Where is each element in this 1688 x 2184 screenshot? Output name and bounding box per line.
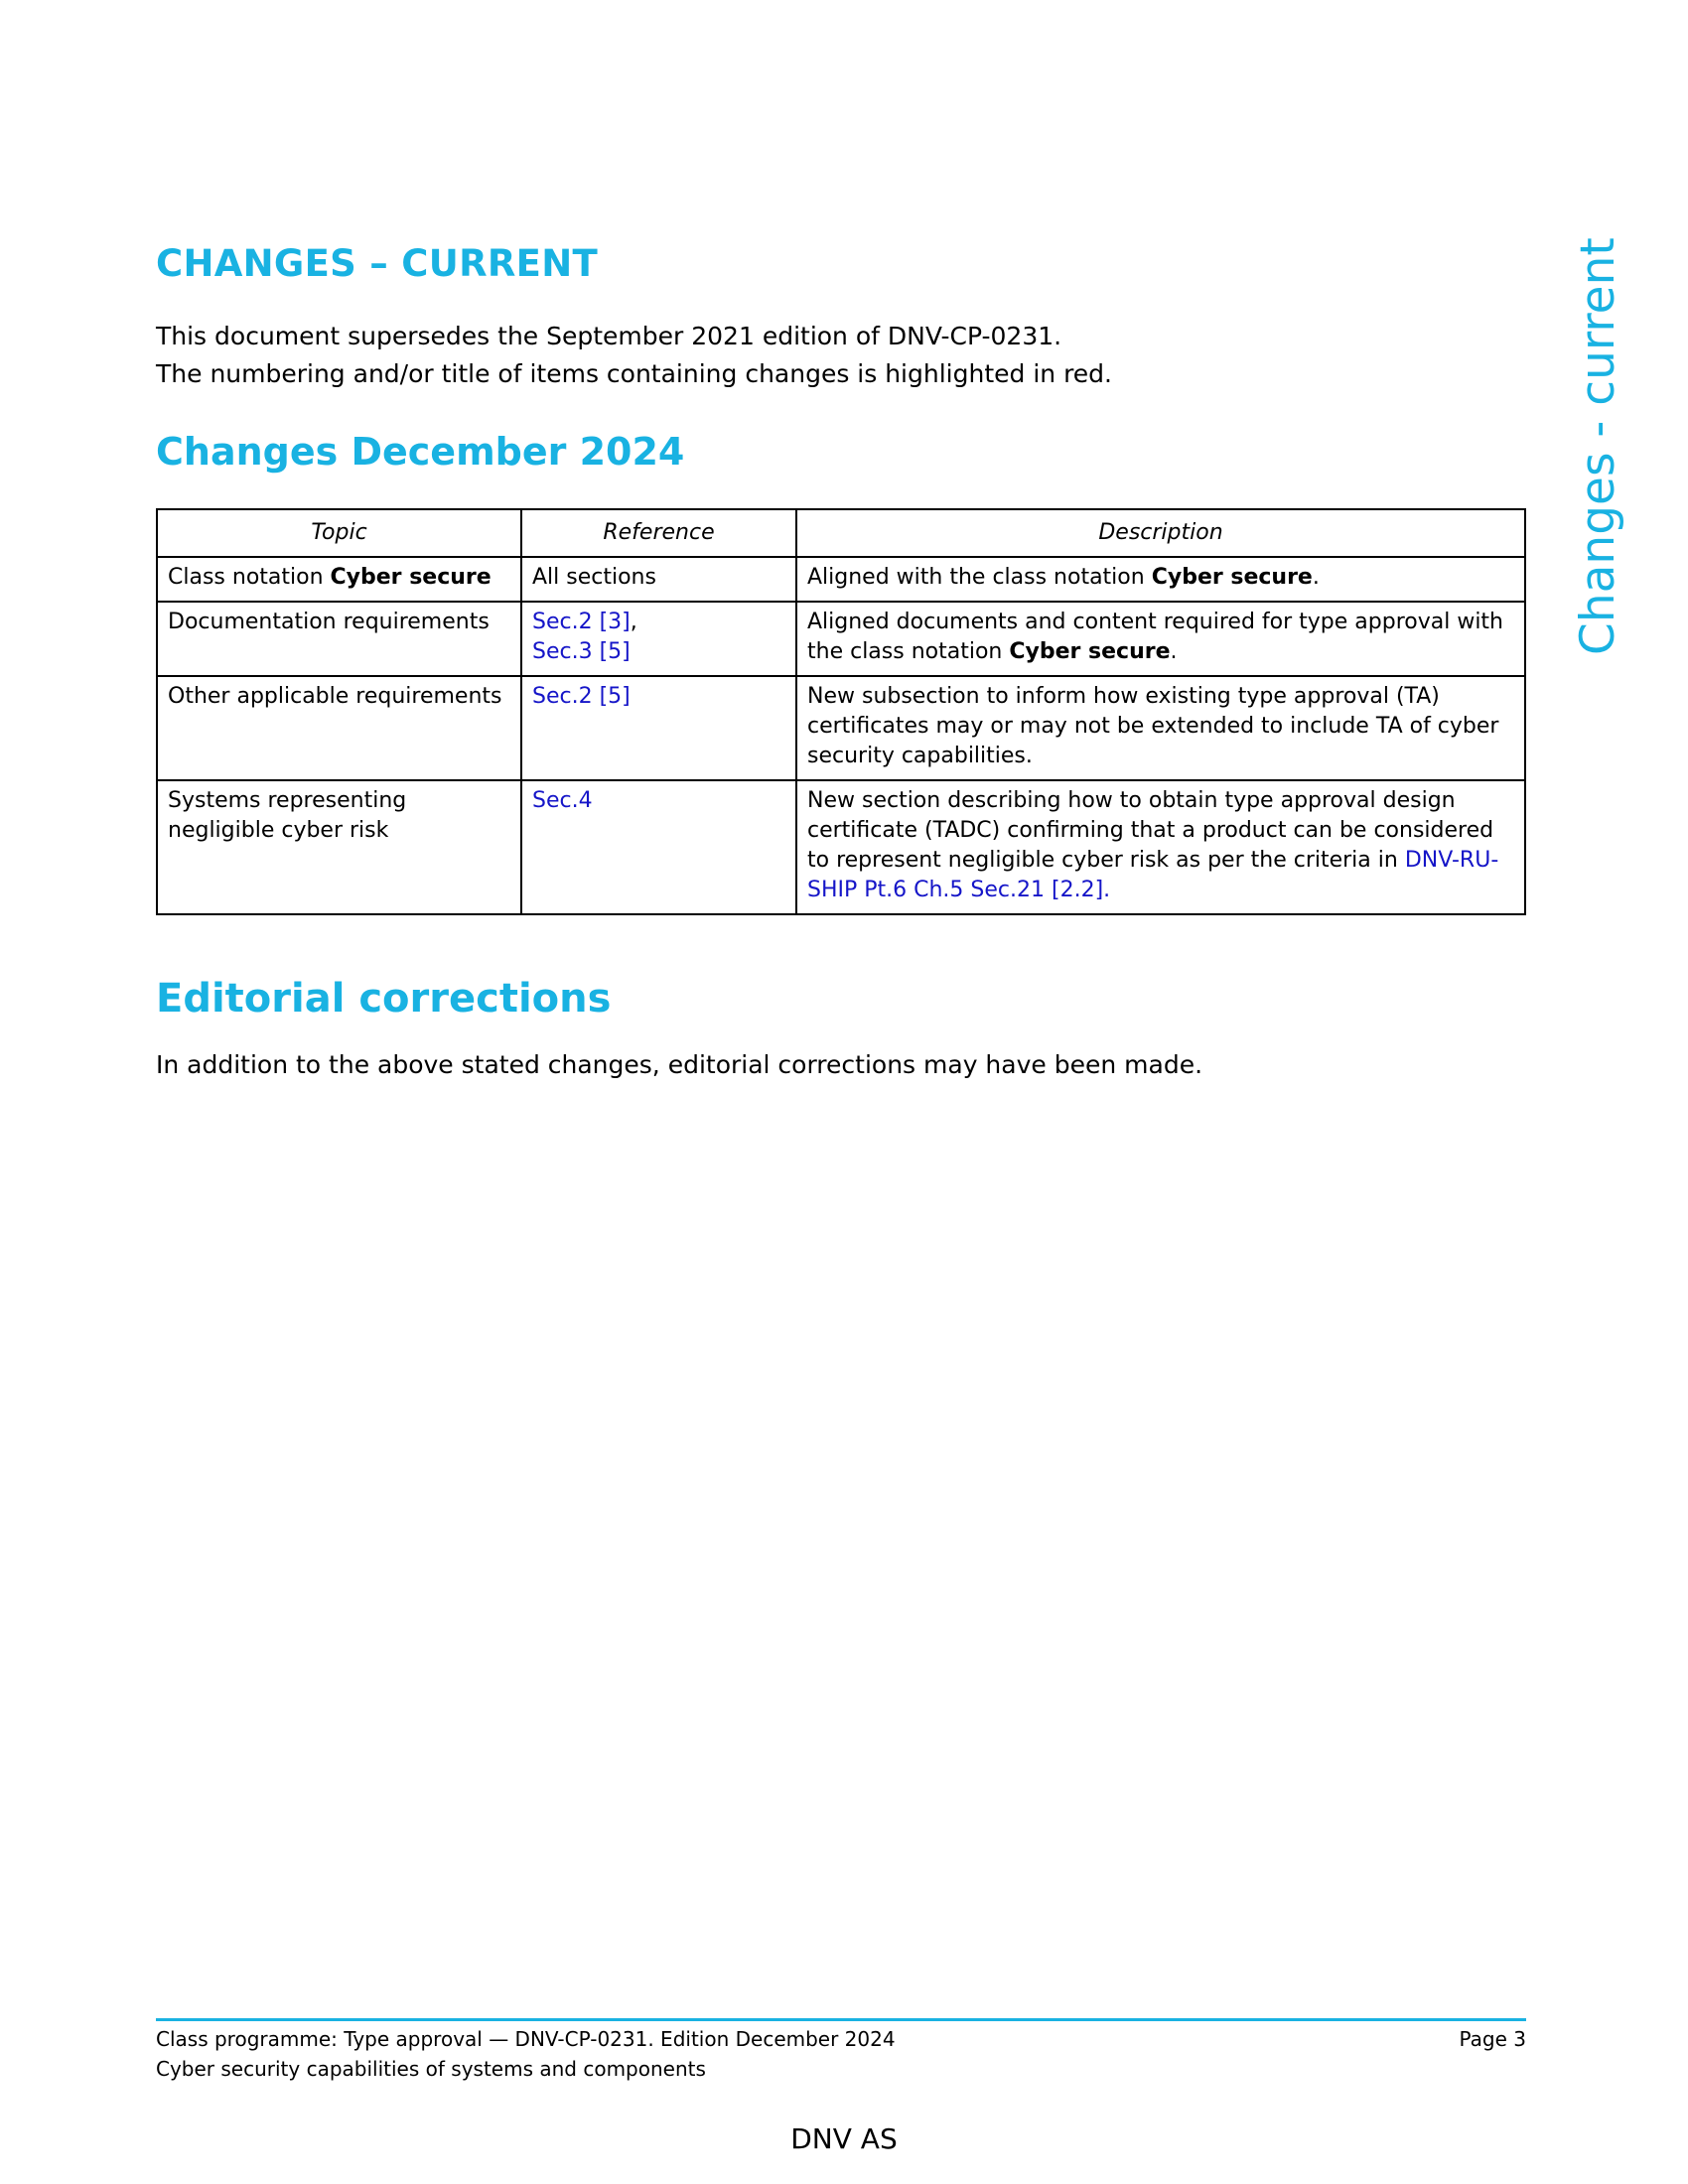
table-row (157, 676, 1525, 780)
page-number: Page 3 (1459, 2027, 1526, 2051)
description-cell (796, 602, 1525, 676)
description-link-dnv-ru-ship[interactable]: DNV-RU-SHIP Pt.6 Ch.5 Sec.21 [2.2] (807, 848, 1499, 902)
topic-cell: Other applicable requirements (157, 676, 521, 780)
editorial-heading: Editorial corrections (156, 976, 612, 1022)
topic-text: Class notation (168, 565, 331, 590)
intro-line-2: The numbering and/or title of items containing changes is highlighted in red. (156, 359, 1112, 388)
description-text: Aligned documents and content required for type approval with the class notation (807, 610, 1504, 664)
intro-line-1: This document supersedes the September 2021 edition of DNV-CP-0231. (156, 322, 1062, 350)
table-header-row (157, 509, 1525, 557)
description-text: New section describing how to obtain type approval design certificate (TADC) confirming that a product can be considered to represent negligible cyber risk as per the criteria in (807, 788, 1494, 873)
changes-heading: Changes December 2024 (156, 430, 685, 474)
changes-table (156, 508, 1526, 915)
reference-link-sec4[interactable]: Sec.4 (532, 788, 593, 813)
page-title: CHANGES – CURRENT (156, 242, 599, 285)
company-name: DNV AS (790, 2122, 898, 2155)
reference-link-sec3-5[interactable]: Sec.3 [5] (532, 639, 631, 664)
reference-separator: , (630, 610, 637, 634)
topic-bold-text: Cyber secure (330, 565, 492, 590)
topic-cell (157, 557, 521, 602)
header-reference: Reference (521, 509, 796, 557)
table-row (157, 557, 1525, 602)
editorial-text: In addition to the above stated changes, editorial corrections may have been made. (156, 1050, 1203, 1079)
description-bold-text: Cyber secure (1151, 565, 1313, 590)
description-cell: New subsection to inform how existing type approval (TA) certificates may or may not be extended to include TA of cyber security capabilities. (796, 676, 1525, 780)
topic-cell: Systems representing negligible cyber risk (157, 780, 521, 914)
description-text: Aligned with the class notation (807, 565, 1152, 590)
description-suffix: . (1170, 639, 1178, 664)
reference-link-sec2-5[interactable]: Sec.2 [5] (532, 684, 631, 709)
header-topic: Topic (157, 509, 521, 557)
intro-text (156, 318, 1516, 393)
reference-cell: All sections (521, 557, 796, 602)
reference-link-sec2-3[interactable]: Sec.2 [3] (532, 610, 631, 634)
description-cell (796, 780, 1525, 914)
footer-subtitle: Cyber security capabilities of systems and components (156, 2057, 706, 2081)
topic-cell: Documentation requirements (157, 602, 521, 676)
table-row (157, 602, 1525, 676)
reference-cell (521, 676, 796, 780)
footer-document-title: Class programme: Type approval — DNV-CP-0231. Edition December 2024 (156, 2027, 896, 2051)
header-description: Description (796, 509, 1525, 557)
description-suffix: . (1103, 878, 1111, 902)
side-tab-label: Changes - current (1571, 237, 1625, 655)
reference-cell (521, 602, 796, 676)
reference-cell (521, 780, 796, 914)
description-suffix: . (1312, 565, 1320, 590)
footer-divider (156, 2018, 1526, 2021)
footer-line-1 (156, 2027, 1526, 2051)
description-cell (796, 557, 1525, 602)
description-bold-text: Cyber secure (1009, 639, 1171, 664)
table-row (157, 780, 1525, 914)
